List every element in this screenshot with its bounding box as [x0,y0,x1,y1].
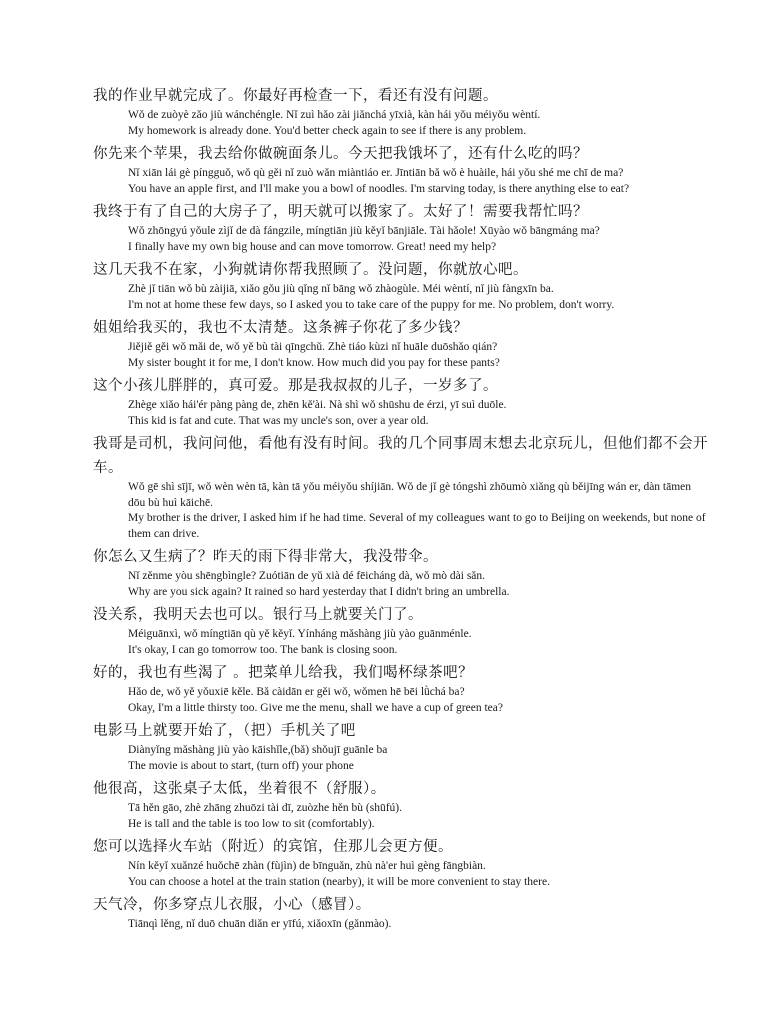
pinyin-line: Méiguānxì, wǒ míngtiān qù yě kěyǐ. Yínháng mǎshàng jiù yào guānménle. [128,628,472,640]
pinyin-line: Diànyǐng mǎshàng jiù yào kāishǐle,(bǎ) shǒujī guānle ba [128,744,388,756]
chinese-sentence: 这个小孩儿胖胖的，真可爱。那是我叔叔的儿子，一岁多了。 [93,378,498,394]
sentence-entry-1 [93,84,708,139]
chinese-sentence: 他很高，这张桌子太低，坐着很不（舒服）。 [93,781,386,797]
english-translation: My homework is already done. You'd better check again to see if there is any problem. [128,124,527,137]
chinese-sentence: 我哥是司机，我问问他，看他有没有时间。我的几个同事周末想去北京玩儿，但他们都不会开车。 [93,436,708,476]
english-translation: The movie is about to start, (turn off) your phone [128,759,354,772]
pinyin-line: Wǒ de zuòyè zǎo jiù wánchéngle. Nǐ zuì hǎo zài jiǎnchá yīxià, kàn hái yǒu méiyǒu wèntí. [128,109,541,121]
english-translation: Why are you sick again? It rained so hard yesterday that I didn't bring an umbrella. [128,585,510,598]
chinese-sentence: 天气冷，你多穿点儿衣服，小心（感冒）。 [93,897,371,913]
chinese-sentence: 你怎么又生病了？昨天的雨下得非常大，我没带伞。 [93,549,438,565]
sentence-entry-11 [93,719,708,774]
chinese-sentence: 你先来个苹果，我去给你做碗面条儿。今天把我饿坏了，还有什么吃的吗？ [93,146,588,162]
pinyin-line: Jiějiě gěi wǒ mǎi de, wǒ yě bù tài qīngchǔ. Zhè tiáo kùzi nǐ huāle duōshǎo qián? [128,341,498,353]
sentence-entry-13 [93,835,708,890]
english-translation: My brother is the driver, I asked him if he had time. Several of my colleagues want to go to Beijing on weekends, but none of them can drive. [128,512,706,540]
pinyin-line: Wǒ zhōngyú yǒule zìjǐ de dà fángzile, míngtiān jiù kěyǐ bānjiāle. Tài hǎole! Xūyào wǒ bāngmáng ma? [128,225,600,237]
pinyin-line: Tā hěn gāo, zhè zhāng zhuōzi tài dī, zuòzhe hěn bù (shūfú). [128,802,402,814]
pinyin-line: Nín kěyǐ xuǎnzé huǒchē zhàn (fùjìn) de bīnguǎn, zhù nà'er huì gèng fāngbiàn. [128,860,486,872]
pinyin-line: Wǒ gē shì sījī, wǒ wèn wèn tā, kàn tā yǒu méiyǒu shíjiān. Wǒ de jǐ gè tóngshì zhōumò xiǎng qù běijīng wán er, dàn tāmen dōu bù huì kāichē. [128,481,692,509]
pinyin-line: Tiānqì lěng, nǐ duō chuān diǎn er yīfú, xiǎoxīn (gǎnmào). [128,918,392,930]
sentence-entry-7 [93,432,708,542]
sentence-entry-8 [93,545,708,600]
chinese-sentence: 电影马上就要开始了，（把）手机关了吧 [93,723,356,739]
english-translation: Okay, I'm a little thirsty too. Give me the menu, shall we have a cup of green tea? [128,701,503,714]
pinyin-line: Nǐ xiān lái gè píngguǒ, wǒ qù gěi nǐ zuò wǎn miàntiáo er. Jīntiān bǎ wǒ è huàile, hái yǒu shé me chī de ma? [128,167,624,179]
english-translation: This kid is fat and cute. That was my uncle's son, over a year old. [128,414,429,427]
chinese-sentence: 我终于有了自己的大房子了，明天就可以搬家了。太好了！需要我帮忙吗？ [93,204,588,220]
english-translation: I'm not at home these few days, so I asked you to take care of the puppy for me. No problem, don't worry. [128,298,615,311]
sentence-entry-14 [93,893,708,933]
english-translation: My sister bought it for me, I don't know. How much did you pay for these pants? [128,356,500,369]
chinese-sentence: 姐姐给我买的，我也不太清楚。这条裤子你花了多少钱？ [93,320,468,336]
english-translation: You have an apple first, and I'll make you a bowl of noodles. I'm starving today, is there anything else to eat? [128,182,630,195]
pinyin-line: Zhège xiǎo hái'ér pàng pàng de, zhēn kě'ài. Nà shì wǒ shūshu de érzi, yī suì duōle. [128,399,507,411]
chinese-sentence: 没关系，我明天去也可以。银行马上就要关门了。 [93,607,423,623]
english-translation: I finally have my own big house and can move tomorrow. Great! need my help? [128,240,497,253]
sentence-entry-4 [93,258,708,313]
english-translation: It's okay, I can go tomorrow too. The bank is closing soon. [128,643,398,656]
english-translation: He is tall and the table is too low to sit (comfortably). [128,817,375,830]
sentence-entry-2 [93,142,708,197]
chinese-sentence: 好的，我也有些渴了 。把菜单儿给我，我们喝杯绿茶吧？ [93,665,474,681]
pinyin-line: Zhè jǐ tiān wǒ bù zàijiā, xiǎo gǒu jiù qǐng nǐ bāng wǒ zhàogùle. Méi wèntí, nǐ jiù fàngxīn ba. [128,283,554,295]
sentence-entry-9 [93,603,708,658]
sentence-entry-3 [93,200,708,255]
pinyin-line: Hǎo de, wǒ yě yǒuxiē kěle. Bǎ càidān er gěi wǒ, wǒmen hē bēi lǜchá ba? [128,686,465,698]
sentence-entry-6 [93,374,708,429]
sentence-entry-12 [93,777,708,832]
english-translation: You can choose a hotel at the train station (nearby), it will be more convenient to stay there. [128,875,550,888]
pinyin-line: Nǐ zěnme yòu shēngbìngle? Zuótiān de yǔ xià dé fēicháng dà, wǒ mò dài sǎn. [128,570,486,582]
chinese-sentence: 您可以选择火车站（附近）的宾馆，住那儿会更方便。 [93,839,453,855]
chinese-sentence: 这几天我不在家，小狗就请你帮我照顾了。没问题，你就放心吧。 [93,262,528,278]
sentence-entry-5 [93,316,708,371]
chinese-sentence: 我的作业早就完成了。你最好再检查一下，看还有没有问题。 [93,88,498,104]
sentence-entry-10 [93,661,708,716]
